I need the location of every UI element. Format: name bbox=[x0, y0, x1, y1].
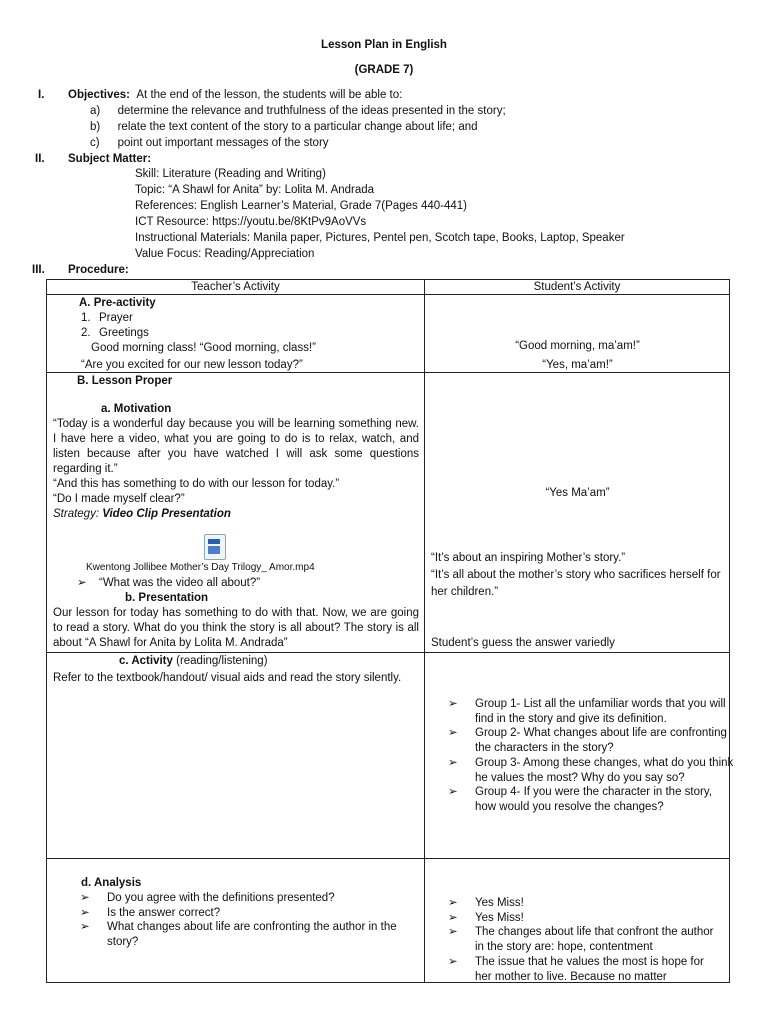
arrow-bullet-icon: ➢ bbox=[80, 892, 90, 904]
arrow-bullet-icon: ➢ bbox=[448, 756, 458, 769]
table-row bbox=[47, 653, 730, 859]
analysis-question: Do you agree with the definitions presented? bbox=[107, 892, 335, 904]
arrow-bullet-icon: ➢ bbox=[80, 921, 90, 934]
greetings-label: Greetings bbox=[99, 327, 149, 339]
list-item bbox=[77, 920, 422, 949]
activity-teacher-cell bbox=[47, 653, 425, 859]
list-item bbox=[445, 726, 735, 755]
student-yes-reply: “Yes Ma’am” bbox=[545, 487, 610, 499]
arrow-bullet-icon: ➢ bbox=[77, 577, 87, 589]
lesson-proper-student-cell bbox=[425, 373, 730, 653]
table-row bbox=[47, 295, 730, 373]
procedure-numeral: III. bbox=[32, 264, 45, 276]
strategy-label: Strategy: bbox=[53, 508, 100, 520]
subject-line-value: Value Focus: Reading/Appreciation bbox=[135, 248, 315, 260]
list-item bbox=[445, 955, 720, 984]
objectives-intro: At the end of the lesson, the students will be able to: bbox=[136, 89, 403, 101]
group-task-list bbox=[445, 697, 735, 815]
objective-item bbox=[90, 136, 329, 151]
preactivity-student-cell bbox=[425, 295, 730, 373]
teacher-column-header: Teacher’s Activity bbox=[47, 280, 425, 295]
subject-line-ict: ICT Resource: https://youtu.be/8KtPv9AoVVs bbox=[135, 216, 367, 228]
list-item bbox=[445, 785, 735, 814]
activity-text: Refer to the textbook/handout/ visual aids and read the story silently. bbox=[53, 672, 402, 684]
analysis-question: What changes about life are confronting the author in the story? bbox=[107, 921, 397, 949]
arrow-bullet-icon: ➢ bbox=[448, 911, 458, 924]
video-question bbox=[77, 576, 260, 591]
objective-item bbox=[90, 104, 506, 119]
grade-label: (GRADE 7) bbox=[354, 64, 414, 76]
objectives-label: Objectives: bbox=[68, 89, 130, 101]
activity-heading-line bbox=[119, 654, 268, 669]
list-item bbox=[77, 891, 422, 906]
student-column-header: Student’s Activity bbox=[425, 280, 730, 295]
analysis-student-cell bbox=[425, 859, 730, 983]
table-row bbox=[47, 859, 730, 983]
group-task-text: Group 1- List all the unfamiliar words that you will find in the story and give its definition. bbox=[475, 698, 726, 725]
arrow-bullet-icon: ➢ bbox=[448, 955, 458, 968]
objective-marker: a) bbox=[90, 105, 101, 117]
student-answer-2: “It’s all about the mother’s story who sacrifices herself for her children.” bbox=[431, 569, 721, 598]
video-file-icon[interactable] bbox=[204, 534, 226, 560]
page-title: Lesson Plan in English bbox=[321, 39, 447, 51]
analysis-heading: d. Analysis bbox=[81, 877, 142, 889]
list-item bbox=[445, 911, 720, 926]
list-item bbox=[445, 925, 720, 954]
analysis-answer: Yes Miss! bbox=[475, 911, 524, 924]
motivation-line-2: “And this has something to do with our lesson for today.” bbox=[53, 478, 340, 490]
arrow-bullet-icon: ➢ bbox=[448, 698, 458, 710]
arrow-bullet-icon: ➢ bbox=[448, 897, 458, 909]
procedure-label: Procedure: bbox=[68, 264, 129, 276]
strategy-line bbox=[53, 507, 231, 522]
strategy-value: Video Clip Presentation bbox=[102, 508, 231, 520]
prayer-item bbox=[81, 311, 133, 326]
objective-text: determine the relevance and truthfulness of the ideas presented in the story; bbox=[117, 105, 506, 117]
student-guess: Student’s guess the answer variedly bbox=[431, 637, 615, 649]
motivation-heading: a. Motivation bbox=[101, 403, 172, 415]
table-header-row bbox=[47, 280, 730, 295]
excited-question: “Are you excited for our new lesson today?” bbox=[81, 359, 303, 371]
prayer-label: Prayer bbox=[99, 312, 133, 324]
list-item bbox=[445, 697, 735, 726]
preactivity-teacher-cell bbox=[47, 295, 425, 373]
subject-line-topic: Topic: “A Shawl for Anita” by: Lolita M. Andrada bbox=[135, 184, 375, 196]
presentation-text: Our lesson for today has something to do with that. Now, we are going to read a story. What do you think the story is all about? The story is all about “A Shawl for Anita by Lolita M. Andrada” bbox=[53, 607, 419, 649]
greeting-line: Good morning class! “Good morning, class!” bbox=[91, 342, 316, 354]
subject-line-skill: Skill: Literature (Reading and Writing) bbox=[135, 168, 326, 180]
subject-line-references: References: English Learner’s Material, Grade 7(Pages 440-441) bbox=[135, 200, 467, 212]
presentation-heading: b. Presentation bbox=[125, 592, 209, 604]
analysis-question: Is the answer correct? bbox=[107, 906, 221, 919]
analysis-answer: The issue that he values the most is hope for her mother to live. Because no matter bbox=[475, 955, 704, 983]
student-excited-reply: “Yes, ma’am!” bbox=[542, 359, 613, 371]
video-question-text: “What was the video all about?” bbox=[99, 577, 261, 589]
list-item bbox=[445, 896, 720, 911]
objective-marker: c) bbox=[90, 137, 100, 149]
arrow-bullet-icon: ➢ bbox=[80, 906, 90, 919]
list-number: 2. bbox=[81, 327, 91, 339]
video-file-name[interactable]: Kwentong Jollibee Mother’s Day Trilogy_ Amor.mp4 bbox=[86, 562, 315, 573]
arrow-bullet-icon: ➢ bbox=[448, 786, 458, 799]
student-answer-1: “It’s about an inspiring Mother’s story.” bbox=[431, 552, 626, 564]
subject-matter-label: Subject Matter: bbox=[68, 153, 152, 165]
analysis-answer: The changes about life that confront the author in the story are: hope, contentment bbox=[475, 926, 714, 954]
objective-text: relate the text content of the story to a particular change about life; and bbox=[117, 121, 478, 133]
objective-marker: b) bbox=[90, 121, 101, 133]
list-item bbox=[77, 906, 422, 921]
objectives-heading bbox=[68, 88, 402, 103]
procedure-table bbox=[46, 279, 734, 983]
arrow-bullet-icon: ➢ bbox=[448, 926, 458, 939]
analysis-teacher-cell bbox=[47, 859, 425, 983]
student-greeting-reply: “Good morning, ma’am!” bbox=[515, 340, 640, 352]
preactivity-heading: A. Pre-activity bbox=[79, 297, 156, 309]
objectives-numeral: I. bbox=[38, 89, 45, 101]
greetings-item bbox=[81, 326, 149, 341]
subject-matter-numeral: II. bbox=[35, 153, 45, 165]
objective-text: point out important messages of the story bbox=[117, 137, 329, 149]
list-item bbox=[445, 756, 735, 785]
arrow-bullet-icon: ➢ bbox=[448, 727, 458, 740]
objective-item bbox=[90, 120, 478, 135]
activity-heading: c. Activity bbox=[119, 655, 173, 667]
activity-heading-note: (reading/listening) bbox=[176, 655, 268, 667]
analysis-question-list bbox=[77, 891, 422, 950]
list-number: 1. bbox=[81, 312, 91, 324]
group-task-text: Group 4- If you were the character in the story, how would you resolve the changes? bbox=[475, 786, 712, 813]
activity-student-cell bbox=[425, 653, 734, 859]
lesson-proper-heading: B. Lesson Proper bbox=[77, 375, 173, 387]
analysis-answer: Yes Miss! bbox=[475, 897, 524, 909]
group-task-text: Group 2- What changes about life are confronting the characters in the story? bbox=[475, 727, 727, 755]
lesson-proper-teacher-cell bbox=[47, 373, 425, 653]
motivation-line-3: “Do I made myself clear?” bbox=[53, 493, 185, 505]
analysis-answer-list bbox=[445, 896, 720, 984]
subject-line-materials: Instructional Materials: Manila paper, Pictures, Pentel pen, Scotch tape, Books, Laptop, Speaker bbox=[135, 232, 625, 244]
motivation-text: “Today is a wonderful day because you will be learning something new. I have here a video, what you are going to do is to relax, watch, and listen because after you have watched I will ask some questions regarding it.” bbox=[53, 418, 419, 475]
table-row bbox=[47, 373, 730, 653]
group-task-text: Group 3- Among these changes, what do you think he values the most? Why do you say so? bbox=[475, 756, 734, 784]
